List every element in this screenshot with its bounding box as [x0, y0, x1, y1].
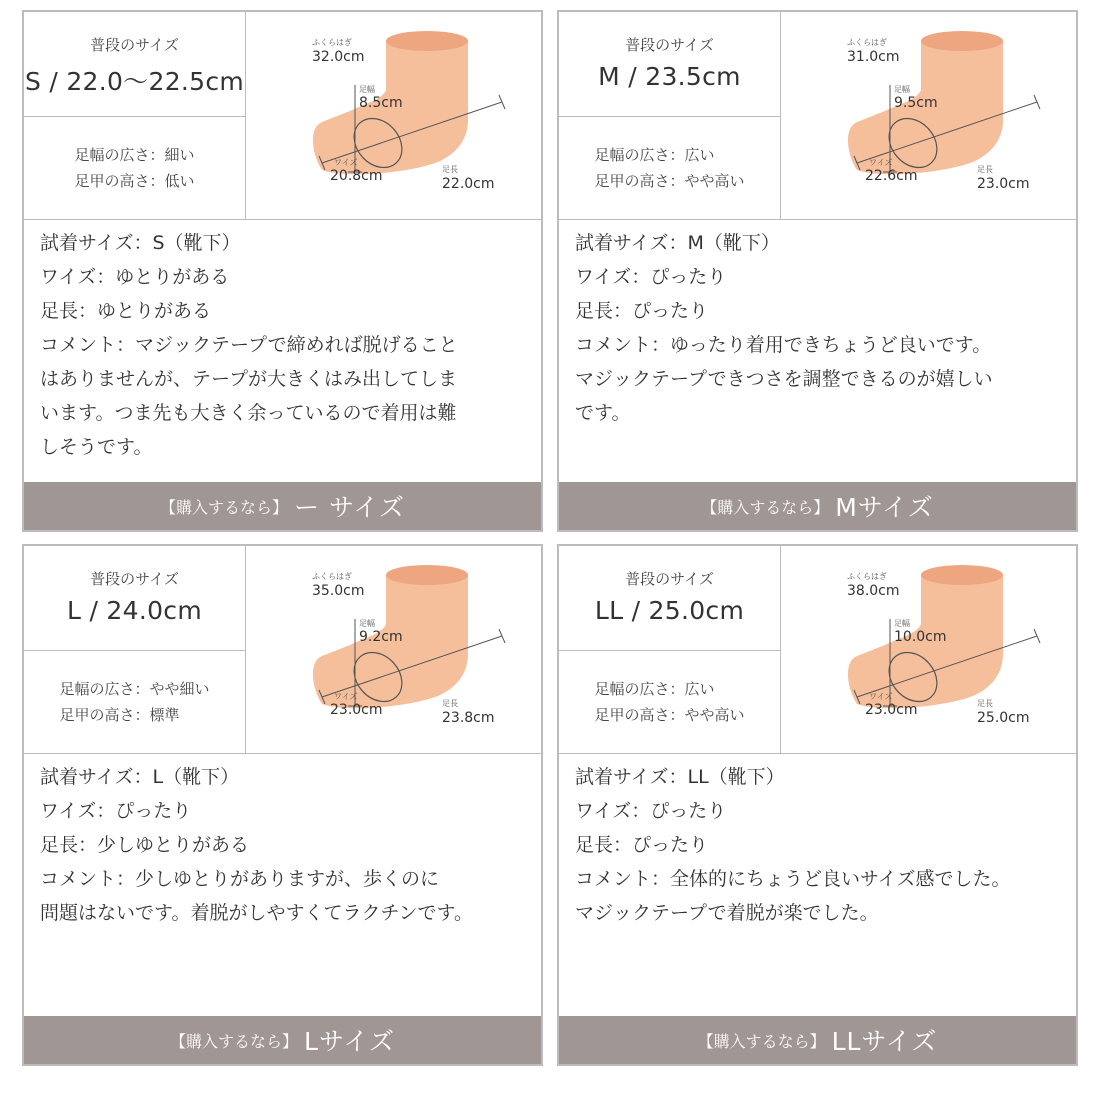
length-value: 22.0cm [442, 176, 495, 192]
usual-size-cell [24, 12, 246, 117]
foot-illustration [246, 12, 541, 219]
foot-width-value: 8.5cm [359, 95, 403, 111]
foot-diagram [781, 12, 1076, 219]
usual-size-label: 普段のサイズ [90, 36, 179, 54]
review-line: 足長：ぴったり [575, 300, 709, 322]
review-line: マジックテープできつさを調整できるのが嬉しい [575, 368, 993, 390]
measurement-section [24, 546, 541, 754]
usual-size-cell [559, 546, 781, 651]
recommended-size: LLサイズ [831, 1027, 938, 1056]
foot-width-label: 足幅 [894, 619, 910, 628]
size-review-card [22, 10, 543, 532]
wise-value: 22.6cm [865, 168, 918, 184]
foot-diagram [246, 546, 541, 753]
usual-size-label: 普段のサイズ [90, 570, 179, 588]
fit-info-cell [559, 117, 781, 219]
foot-width-value: 9.5cm [894, 95, 938, 111]
review-line: 足長：少しゆとりがある [40, 834, 250, 856]
recommendation-bar [559, 1016, 1076, 1064]
review-line: コメント：マジックテープで締めれば脱げること [40, 334, 458, 356]
size-review-card [557, 10, 1078, 532]
foot-illustration [781, 546, 1076, 753]
review-text [40, 226, 535, 464]
review-line: コメント：全体的にちょうど良いサイズ感でした。 [575, 868, 1011, 890]
recommended-size: Lサイズ [304, 1027, 395, 1056]
length-label: 足長 [977, 699, 993, 708]
calf-value: 35.0cm [312, 583, 365, 599]
measurement-section [559, 546, 1076, 754]
fit-info-cell [24, 651, 246, 753]
review-text [575, 760, 1070, 930]
recommendation-label: 【購入するなら】 [697, 1031, 826, 1051]
leg-top-opening [386, 565, 468, 585]
review-line: います。つま先も大きく余っているので着用は難 [40, 402, 457, 424]
review-text [40, 760, 535, 930]
calf-value: 38.0cm [847, 583, 900, 599]
size-review-card [557, 544, 1078, 1066]
recommendation-bar [24, 1016, 541, 1064]
review-line: 足長：ぴったり [575, 834, 709, 856]
length-value: 25.0cm [977, 710, 1030, 726]
length-label: 足長 [977, 165, 993, 174]
review-line: ワイズ：ぴったり [575, 800, 727, 822]
calf-value: 31.0cm [847, 49, 900, 65]
recommendation-label: 【購入するなら】 [160, 497, 289, 517]
usual-size-cell [24, 546, 246, 651]
review-line: ワイズ：ゆとりがある [40, 266, 230, 288]
recommendation-bar [559, 482, 1076, 530]
wise-label: ワイズ [869, 158, 893, 167]
review-line: 試着サイズ：LL（靴下） [575, 766, 785, 788]
review-line: コメント：少しゆとりがありますが、歩くのに [40, 868, 440, 890]
length-value: 23.0cm [977, 176, 1030, 192]
usual-size-label: 普段のサイズ [625, 36, 714, 54]
recommendation-label: 【購入するなら】 [701, 497, 830, 517]
recommendation-bar [24, 482, 541, 530]
foot-width-value: 10.0cm [894, 629, 947, 645]
foot-diagram [246, 12, 541, 219]
calf-label: ふくらはぎ [847, 38, 887, 47]
calf-label: ふくらはぎ [312, 572, 352, 581]
recommended-size: Mサイズ [835, 493, 934, 522]
size-review-card [22, 544, 543, 1066]
leg-top-opening [386, 31, 468, 51]
usual-size-value: L / 24.0cm [66, 596, 202, 625]
instep-height-fit: 足甲の高さ：低い [74, 172, 195, 190]
foot-illustration [246, 546, 541, 753]
calf-label: ふくらはぎ [847, 572, 887, 581]
review-line: 試着サイズ：L（靴下） [40, 766, 240, 788]
foot-width-fit: 足幅の広さ：広い [594, 146, 715, 164]
recommendation-label: 【購入するなら】 [170, 1031, 299, 1051]
calf-label: ふくらはぎ [312, 38, 352, 47]
review-line: ワイズ：ぴったり [40, 800, 192, 822]
wise-value: 20.8cm [330, 168, 383, 184]
review-line: です。 [575, 402, 631, 424]
wise-value: 23.0cm [865, 702, 918, 718]
recommended-size: ー サイズ [294, 493, 405, 522]
review-line: 試着サイズ：S（靴下） [40, 232, 241, 254]
foot-width-fit: 足幅の広さ：やや細い [59, 680, 210, 698]
usual-size-label: 普段のサイズ [625, 570, 714, 588]
foot-diagram [781, 546, 1076, 753]
review-line: 足長：ゆとりがある [40, 300, 212, 322]
fit-info-cell [24, 117, 246, 219]
review-line: 問題はないです。着脱がしやすくてラクチンです。 [40, 902, 474, 924]
foot-width-label: 足幅 [894, 85, 910, 94]
foot-width-fit: 足幅の広さ：広い [594, 680, 715, 698]
foot-illustration [781, 12, 1076, 219]
foot-width-label: 足幅 [359, 85, 375, 94]
review-text [575, 226, 1070, 430]
foot-width-value: 9.2cm [359, 629, 403, 645]
instep-height-fit: 足甲の高さ：やや高い [594, 706, 745, 724]
wise-value: 23.0cm [330, 702, 383, 718]
leg-top-opening [921, 565, 1003, 585]
review-line: はありませんが、テープが大きくはみ出してしま [40, 368, 458, 390]
wise-label: ワイズ [334, 692, 358, 701]
usual-size-cell [559, 12, 781, 117]
review-line: コメント：ゆったり着用できちょうど良いです。 [575, 334, 992, 356]
instep-height-fit: 足甲の高さ：標準 [59, 706, 180, 724]
review-line: ワイズ：ぴったり [575, 266, 727, 288]
length-label: 足長 [442, 165, 458, 174]
measurement-section [24, 12, 541, 220]
instep-height-fit: 足甲の高さ：やや高い [594, 172, 745, 190]
foot-width-fit: 足幅の広さ：細い [74, 146, 195, 164]
review-line: しそうです。 [40, 436, 153, 458]
fit-info-cell [559, 651, 781, 753]
wise-label: ワイズ [869, 692, 893, 701]
measurement-section [559, 12, 1076, 220]
usual-size-value: LL / 25.0cm [594, 596, 745, 625]
wise-label: ワイズ [334, 158, 358, 167]
length-label: 足長 [442, 699, 458, 708]
review-line: マジックテープで着脱が楽でした。 [575, 902, 879, 924]
review-line: 試着サイズ：M（靴下） [575, 232, 780, 254]
foot-width-label: 足幅 [359, 619, 375, 628]
usual-size-value: S / 22.0〜22.5cm [24, 67, 245, 96]
calf-value: 32.0cm [312, 49, 365, 65]
usual-size-value: M / 23.5cm [598, 62, 741, 91]
length-value: 23.8cm [442, 710, 495, 726]
leg-top-opening [921, 31, 1003, 51]
